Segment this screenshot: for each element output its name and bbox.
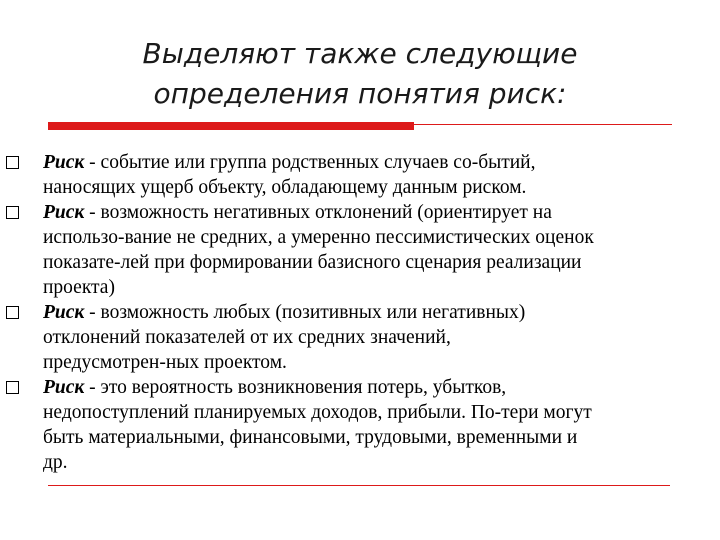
definition-text: - возможность негативных отклонений (ориентирует на — [84, 202, 552, 223]
definition-term: Риск — [43, 302, 85, 323]
title-underline-bar — [48, 122, 414, 130]
definition-line: др. — [43, 452, 68, 473]
square-bullet-icon — [6, 381, 19, 394]
bottom-divider — [48, 485, 670, 486]
definition-line: быть материальными, финансовыми, трудовыми, временными и — [43, 427, 578, 448]
definition-text: - возможность любых (позитивных или негативных) — [84, 302, 526, 323]
slide-title-line-2: определения понятия риск: — [153, 77, 567, 110]
definition-term: Риск — [43, 377, 85, 398]
slide-title — [60, 34, 660, 114]
square-bullet-icon — [6, 156, 19, 169]
definition-line: отклонений показателей от их средних значений, — [43, 327, 451, 348]
definition-line: наносящих ущерб объекту, обладающему данным риском. — [43, 177, 527, 198]
slide-title-line-1: Выделяют также следующие — [142, 37, 578, 70]
definition-item-2 — [0, 200, 720, 300]
definition-text: - событие или группа родственных случаев со-бытий, — [84, 152, 536, 173]
definition-line: использо-вание не средних, а умеренно пессимистических оценок — [43, 227, 594, 248]
definition-line — [43, 200, 716, 225]
definition-text: - это вероятность возникновения потерь, убытков, — [84, 377, 507, 398]
definition-item-1 — [0, 150, 720, 200]
definition-line — [43, 300, 716, 325]
definition-line — [43, 150, 716, 175]
definition-term: Риск — [43, 202, 85, 223]
definitions-list — [0, 150, 720, 475]
definition-line: проекта) — [43, 277, 115, 298]
square-bullet-icon — [6, 306, 19, 319]
definition-line: показате-лей при формировании базисного сценария реализации — [43, 252, 582, 273]
definition-item-4 — [0, 375, 720, 475]
definition-line: недопоступлений планируемых доходов, прибыли. По-тери могут — [43, 402, 592, 423]
definition-item-3 — [0, 300, 720, 375]
definition-term: Риск — [43, 152, 85, 173]
square-bullet-icon — [6, 206, 19, 219]
definition-line: предусмотрен-ных проектом. — [43, 352, 287, 373]
definition-line — [43, 375, 716, 400]
